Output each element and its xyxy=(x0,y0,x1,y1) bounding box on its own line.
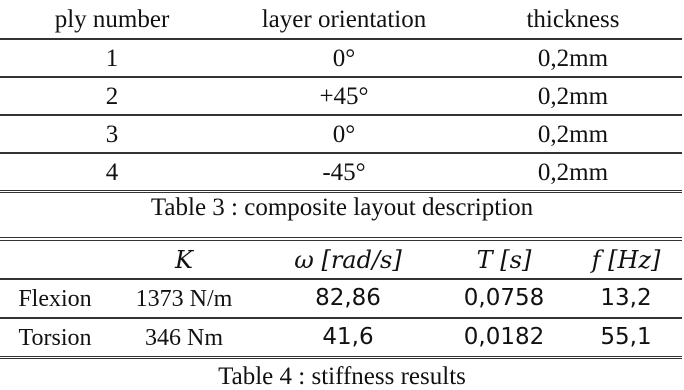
cell-layer-orientation: 0° xyxy=(224,115,464,153)
column-header-angular-frequency: ω [rad/s] xyxy=(258,239,438,279)
table-row xyxy=(0,279,682,318)
table-stiffness-results xyxy=(0,237,682,359)
cell-mode: Torsion xyxy=(0,318,110,358)
cell-mode: Flexion xyxy=(0,279,110,318)
cell-ply-number: 4 xyxy=(0,153,224,192)
cell-thickness: 0,2mm xyxy=(464,39,682,77)
column-header-stiffness-k: K xyxy=(110,239,258,279)
column-header-period: T [s] xyxy=(438,239,570,279)
cell-thickness: 0,2mm xyxy=(464,77,682,115)
cell-frequency: 13,2 xyxy=(570,279,682,318)
table-row xyxy=(0,77,682,115)
column-header-layer-orientation: layer orientation xyxy=(224,0,464,39)
cell-ply-number: 3 xyxy=(0,115,224,153)
cell-layer-orientation: -45° xyxy=(224,153,464,192)
table-row xyxy=(0,153,682,192)
column-header-ply-number: ply number xyxy=(0,0,224,39)
table-header-row xyxy=(0,0,682,39)
cell-stiffness: 1373 N/m xyxy=(110,279,258,318)
table-composite-layout xyxy=(0,0,682,193)
table-row xyxy=(0,115,682,153)
table-row xyxy=(0,39,682,77)
column-header-frequency: f [Hz] xyxy=(570,239,682,279)
table-header-row xyxy=(0,239,682,279)
cell-stiffness: 346 Nm xyxy=(110,318,258,358)
cell-layer-orientation: +45° xyxy=(224,77,464,115)
column-header-thickness: thickness xyxy=(464,0,682,39)
cell-thickness: 0,2mm xyxy=(464,153,682,192)
cell-thickness: 0,2mm xyxy=(464,115,682,153)
cell-layer-orientation: 0° xyxy=(224,39,464,77)
table-row xyxy=(0,318,682,358)
column-header-mode xyxy=(0,239,110,279)
cell-frequency: 55,1 xyxy=(570,318,682,358)
cell-ply-number: 2 xyxy=(0,77,224,115)
cell-ply-number: 1 xyxy=(0,39,224,77)
cell-angular-frequency: 41,6 xyxy=(258,318,438,358)
cell-angular-frequency: 82,86 xyxy=(258,279,438,318)
table-4-caption: Table 4 : stiffness results xyxy=(218,363,466,390)
table-3-caption: Table 3 : composite layout description xyxy=(150,194,534,221)
cell-period: 0,0182 xyxy=(438,318,570,358)
cell-period: 0,0758 xyxy=(438,279,570,318)
